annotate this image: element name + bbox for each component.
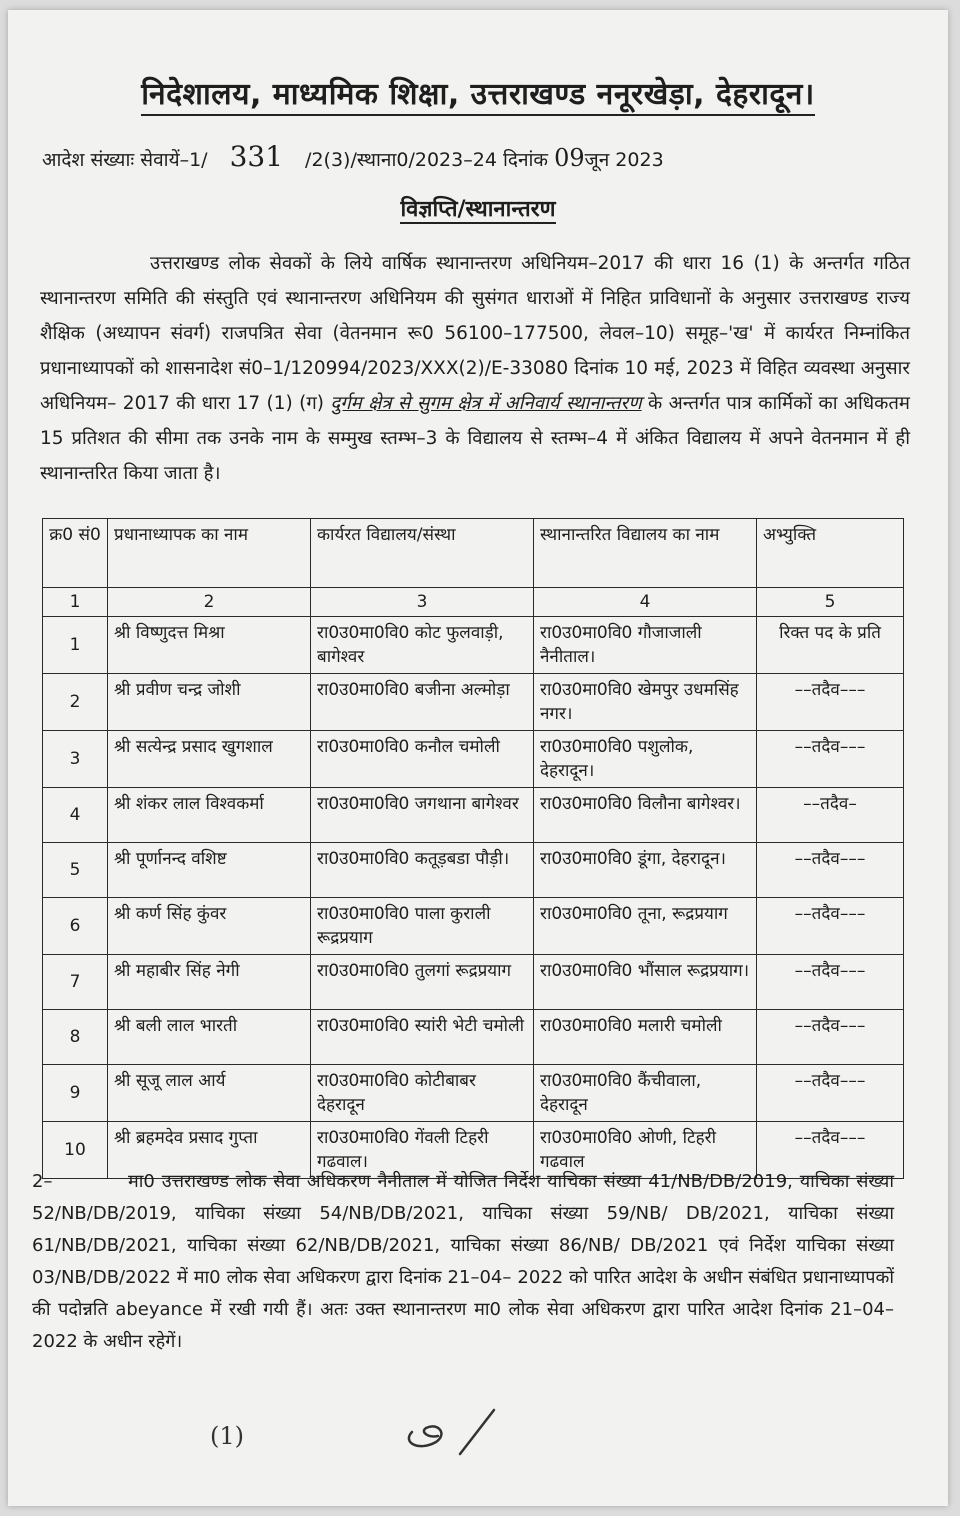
table-row	[43, 1065, 904, 1122]
cell-transferred-school: रा0उ0मा0वि0 पशुलोक, देहरादून।	[534, 731, 757, 788]
table-row	[43, 731, 904, 788]
cell-name: श्री बली लाल भारती	[108, 1010, 311, 1065]
order-number-line	[42, 140, 922, 173]
cell-remark: ––तदैव–––	[757, 955, 904, 1010]
cell-serial: 5	[43, 843, 108, 898]
header-serial: क्र0 सं0	[43, 519, 108, 588]
cell-name: श्री शंकर लाल विश्वकर्मा	[108, 788, 311, 843]
office-header	[8, 72, 948, 113]
table-row	[43, 674, 904, 731]
cell-current-school: रा0उ0मा0वि0 कनौल चमोली	[311, 731, 534, 788]
table-row	[43, 617, 904, 674]
table-row	[43, 843, 904, 898]
header-name: प्रधानाध्यापक का नाम	[108, 519, 311, 588]
cell-serial: 6	[43, 898, 108, 955]
column-number: 2	[108, 588, 311, 617]
cell-transferred-school: रा0उ0मा0वि0 भौंसाल रूद्रप्रयाग।	[534, 955, 757, 1010]
cell-remark: ––तदैव–	[757, 788, 904, 843]
table-row	[43, 955, 904, 1010]
cell-remark: रिक्त पद के प्रति	[757, 617, 904, 674]
cell-serial: 3	[43, 731, 108, 788]
document-page	[8, 10, 948, 1506]
signature	[398, 1402, 508, 1462]
cell-current-school: रा0उ0मा0वि0 कोटीबाबर देहरादून	[311, 1065, 534, 1122]
cell-serial: 9	[43, 1065, 108, 1122]
cell-remark: ––तदैव–––	[757, 898, 904, 955]
cell-transferred-school: रा0उ0मा0वि0 डूंगा, देहरादून।	[534, 843, 757, 898]
page-number-mark: (1)	[210, 1422, 244, 1450]
order-prefix: आदेश संख्याः सेवायें–1/	[42, 149, 208, 171]
transfer-table	[42, 518, 904, 1179]
cell-remark: ––तदैव–––	[757, 731, 904, 788]
cell-remark: ––तदैव–––	[757, 1010, 904, 1065]
paragraph-part1: उत्तराखण्ड लोक सेवकों के लिये वार्षिक स्थानान्तरण अधिनियम–2017 की धारा 16 (1) के अन्तर्गत गठित स्थानान्तरण समिति की संस्तुति एवं स्थानान्तरण अधिनियम की सुसंगत धाराओं में निहित प्राविधानों के अनुसार उत्तराखण्ड राज्य शैक्षिक (अध्यापन संवर्ग) राजपत्रित सेवा (वेतनमान रू0 56100–177500, लेवल–10) समूह–'ख' में कार्यरत निम्नांकित प्रधानाध्यापकों को शासनादेश सं0–1/120994/2023/XXX(2)/E-33080 दिनांक 10 मई, 2023 में विहित व्यवस्था अनुसार अधिनियम– 2017 की धारा 17 (1) (ग)	[40, 253, 910, 414]
paragraph2-text: मा0 उत्तराखण्ड लोक सेवा अधिकरण नैनीताल में योजित निर्देश याचिका संख्या 41/NB/DB/2019, याचिका संख्या 52/NB/DB/2019, याचिका संख्या 54/NB/DB/2021, याचिका संख्या 59/NB/ DB/2021, याचिका संख्या 61/NB/DB/2021, याचिका संख्या 62/NB/DB/2021, याचिका संख्या 86/NB/ DB/2021 एवं निर्देश याचिका संख्या 03/NB/DB/2022 में मा0 लोक सेवा अधिकरण द्वारा दिनांक 21–04– 2022 को पारित आदेश के अधीन संबंधित प्रधानाध्यापकों की पदोन्नति abeyance में रखी गयी हैं। अतः उक्त स्थानान्तरण मा0 लोक सेवा अधिकरण द्वारा पारित आदेश दिनांक 21–04–2022 के अधीन रहेगें।	[32, 1171, 894, 1352]
column-number: 3	[311, 588, 534, 617]
main-paragraph	[40, 246, 910, 491]
table-row	[43, 788, 904, 843]
order-date-day: 09	[554, 144, 585, 172]
cell-name: श्री महाबीर सिंह नेगी	[108, 955, 311, 1010]
cell-current-school: रा0उ0मा0वि0 गेंवली टिहरी गढवाल।	[311, 1122, 534, 1179]
order-number: 331	[229, 140, 284, 173]
cell-current-school: रा0उ0मा0वि0 जगथाना बागेश्वर	[311, 788, 534, 843]
subject-text: विज्ञप्ति/स्थानान्तरण	[400, 197, 556, 222]
order-date-rest: जून 2023	[584, 149, 664, 171]
cell-current-school: रा0उ0मा0वि0 बजीना अल्मोड़ा	[311, 674, 534, 731]
cell-remark: ––तदैव–––	[757, 1065, 904, 1122]
cell-transferred-school: रा0उ0मा0वि0 ओणी, टिहरी गढवाल	[534, 1122, 757, 1179]
cell-current-school: रा0उ0मा0वि0 तुलगां रूद्रप्रयाग	[311, 955, 534, 1010]
cell-serial: 8	[43, 1010, 108, 1065]
table-row	[43, 1010, 904, 1065]
cell-remark: ––तदैव–––	[757, 1122, 904, 1179]
cell-name: श्री सूजू लाल आर्य	[108, 1065, 311, 1122]
office-title: निदेशालय, माध्यमिक शिक्षा, उत्तराखण्ड ननूरखेड़ा, देहरादून।	[141, 77, 815, 116]
cell-current-school: रा0उ0मा0वि0 कतूड़बडा पौड़ी।	[311, 843, 534, 898]
cell-name: श्री विष्णुदत्त मिश्रा	[108, 617, 311, 674]
paragraph-part2: के अन्तर्गत पात्र कार्मिकों का अधिकतम 15 प्रतिशत की सीमा तक उनके नाम के सम्मुख स्तम्भ–3 के विद्यालय से स्तम्भ–4 में अंकित विद्यालय में अपने वेतनमान में ही स्थानान्तरित किया जाता है।	[40, 393, 910, 484]
cell-transferred-school: रा0उ0मा0वि0 गौजाजाली नैनीताल।	[534, 617, 757, 674]
paragraph2-number: 2–	[32, 1171, 53, 1192]
cell-name: श्री सत्येन्द्र प्रसाद खुगशाल	[108, 731, 311, 788]
cell-remark: ––तदैव–––	[757, 674, 904, 731]
cell-current-school: रा0उ0मा0वि0 पाला कुराली रूद्रप्रयाग	[311, 898, 534, 955]
cell-serial: 1	[43, 617, 108, 674]
table-row	[43, 898, 904, 955]
column-number: 5	[757, 588, 904, 617]
table-header-row	[43, 519, 904, 588]
cell-transferred-school: रा0उ0मा0वि0 मलारी चमोली	[534, 1010, 757, 1065]
cell-transferred-school: रा0उ0मा0वि0 खेमपुर उधमसिंह नगर।	[534, 674, 757, 731]
cell-serial: 2	[43, 674, 108, 731]
cell-transferred-school: रा0उ0मा0वि0 विलौना बागेश्वर।	[534, 788, 757, 843]
cell-serial: 4	[43, 788, 108, 843]
cell-serial: 10	[43, 1122, 108, 1179]
cell-current-school: रा0उ0मा0वि0 कोट फुलवाड़ी, बागेश्वर	[311, 617, 534, 674]
cell-name: श्री पूर्णानन्द वशिष्ट	[108, 843, 311, 898]
cell-name: श्री ब्रहमदेव प्रसाद गुप्ता	[108, 1122, 311, 1179]
cell-serial: 7	[43, 955, 108, 1010]
paragraph-underlined: दुर्गम क्षेत्र से सुगम क्षेत्र में अनिवार्य स्थानान्तरण	[330, 393, 642, 414]
column-number: 1	[43, 588, 108, 617]
cell-transferred-school: रा0उ0मा0वि0 तूना, रूद्रप्रयाग	[534, 898, 757, 955]
header-current-school: कार्यरत विद्यालय/संस्था	[311, 519, 534, 588]
cell-remark: ––तदैव–––	[757, 843, 904, 898]
column-number: 4	[534, 588, 757, 617]
header-remark: अभ्युक्ति	[757, 519, 904, 588]
cell-transferred-school: रा0उ0मा0वि0 कैंचीवाला, देहरादून	[534, 1065, 757, 1122]
order-suffix: /2(3)/स्थाना0/2023–24 दिनांक	[305, 149, 549, 171]
cell-name: श्री कर्ण सिंह कुंवर	[108, 898, 311, 955]
cell-current-school: रा0उ0मा0वि0 स्यांरी भेटी चमोली	[311, 1010, 534, 1065]
subject-heading	[8, 193, 948, 223]
header-transferred-school: स्थानान्तरित विद्यालय का नाम	[534, 519, 757, 588]
cell-name: श्री प्रवीण चन्द्र जोशी	[108, 674, 311, 731]
column-number-row	[43, 588, 904, 617]
second-paragraph	[32, 1166, 894, 1358]
